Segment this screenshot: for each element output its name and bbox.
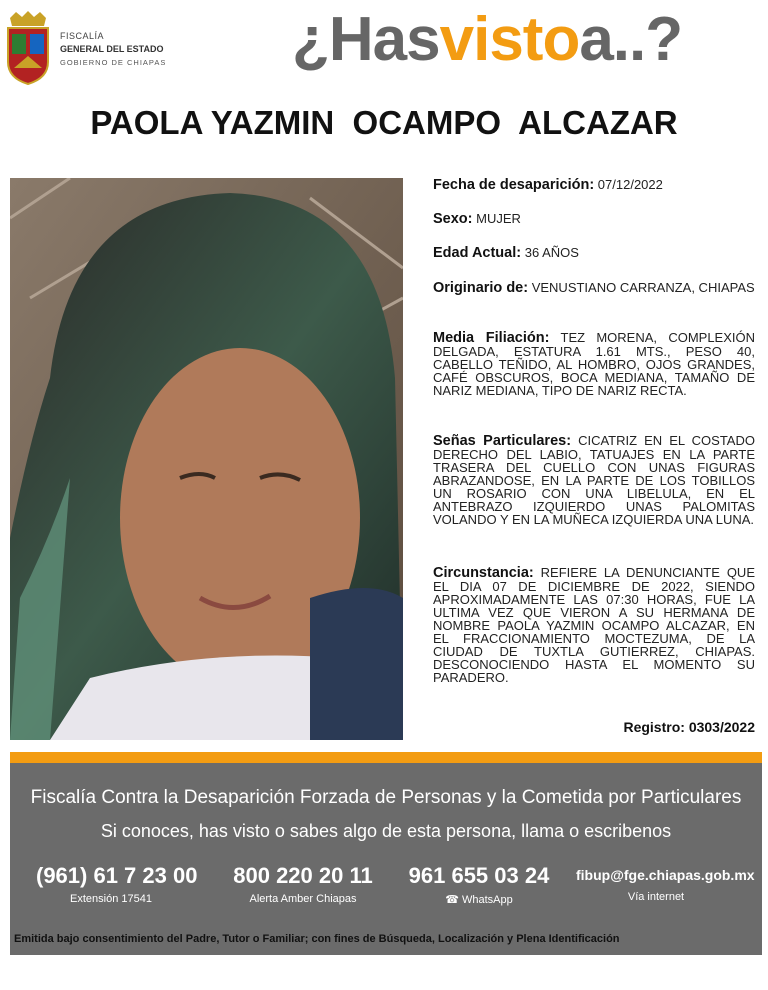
sexo-label: Sexo: [433,211,473,227]
orange-divider [10,752,762,763]
circunstancia-label: Circunstancia: [433,565,534,581]
org-line1: FISCALÍA [60,31,105,41]
filiacion-row [433,331,755,397]
registro-label: Registro: [623,719,685,735]
footer-legal: Emitida bajo consentimiento del Padre, Tutor o Familiar; con fines de Búsqueda, Localización y Plena Identificación [14,933,620,945]
brand-prefix: ¿Has [292,5,440,74]
edad-row [433,246,755,260]
sexo-value: MUJER [476,211,521,226]
origen-row [433,281,755,295]
contact-whatsapp-number: 961 655 03 24 [408,863,550,888]
fecha-row [433,178,755,192]
senas-label: Señas Particulares: [433,433,572,449]
org-line3: GOBIERNO DE CHIAPAS [60,58,167,67]
contact-whatsapp-sub: WhatsApp [462,894,513,906]
contact-whatsapp [404,863,554,906]
senas-row [433,434,755,526]
contact-phone-fge-sub: Extensión 17541 [70,893,152,905]
contact-amber-sub: Alerta Amber Chiapas [249,893,357,905]
contact-email [576,863,755,903]
person-photo [10,178,403,740]
contact-whatsapp-sub-wrap [404,893,554,906]
brand-suffix: a..? [579,5,683,74]
registro-value: 0303/2022 [688,719,755,735]
org-line2: GENERAL DEL ESTADO [60,44,164,54]
sexo-row [433,212,755,226]
circunstancia-row [433,566,755,684]
footer-panel [10,763,762,955]
filiacion-value: TEZ MORENA, COMPLEXIÓN DELGADA, ESTATURA 1.61 MTS., PESO 40, CABELLO TEÑIDO, AL HOMBRO, OJOS GRANDES, CAFÉ OBSCUROS, BOCA MEDIANA, TAMAÑO DE NARIZ MEDIANA, TIPO DE NARIZ RECTA. [433,330,755,398]
state-seal-icon [4,10,52,86]
origen-label: Originario de: [433,280,529,296]
edad-label: Edad Actual: [433,245,522,261]
brand-eye-letter: o [542,5,580,74]
brand-logo [292,4,682,75]
fecha-value: 07/12/2022 [597,177,663,192]
contact-phone-fge-number: (961) 61 7 23 00 [36,863,198,888]
contact-email-address: fibup@fge.chiapas.gob.mx [576,867,755,883]
circunstancia-value: REFIERE LA DENUNCIANTE QUE EL DIA 07 DE DICIEMBRE DE 2022, SIENDO APROXIMADAMENTE LAS 07:30 HORAS, FUE LA ULTIMA VEZ QUE VIERON A SU HERMANA DE NOMBRE PAOLA YAZMIN OCAMPO ALCAZAR, EN EL FRACCIONAMIENTO MOCTEZUMA, DE LA CIUDAD DE TUXTLA GUTIERREZ, CHIAPAS. DESCONOCIENDO HASTA EL MOMENTO SU PARADERO. [433,565,755,685]
fecha-label: Fecha de desaparición: [433,177,595,193]
org-text [60,30,166,69]
footer-call: Si conoces, has visto o sabes algo de esta persona, llama o escribenos [100,821,672,841]
person-name: PAOLA YAZMIN OCAMPO ALCAZAR [90,104,678,141]
contact-amber [228,863,378,905]
footer-title: Fiscalía Contra la Desaparición Forzada de Personas y la Cometida por Particulares [30,787,742,808]
contact-email-sub: Vía internet [627,891,685,903]
origen-value: VENUSTIANO CARRANZA, CHIAPAS [531,280,755,295]
senas-value: CICATRIZ EN EL COSTADO DERECHO DEL LABIO, TATUAJES EN LA PARTE TRASERA DEL CUELLO CON UNAS FIGURAS ABRAZANDOSE, EN LA PARTE DE LOS TOBILLOS UN ROSARIO CON UNA LIBELULA, EN EL ANTEBRAZO IZQUIERDO UNAS PALOMITAS VOLANDO Y EN LA MUÑECA IZQUIERDA UNA LUNA. [433,433,755,527]
brand-middle: vist [439,5,543,74]
edad-value: 36 AÑOS [524,245,579,260]
registro [520,719,755,735]
whatsapp-icon: ☎ [445,894,459,906]
contact-phone-fge [36,863,198,905]
filiacion-label: Media Filiación: [433,330,550,346]
contact-amber-number: 800 220 20 11 [233,863,373,888]
